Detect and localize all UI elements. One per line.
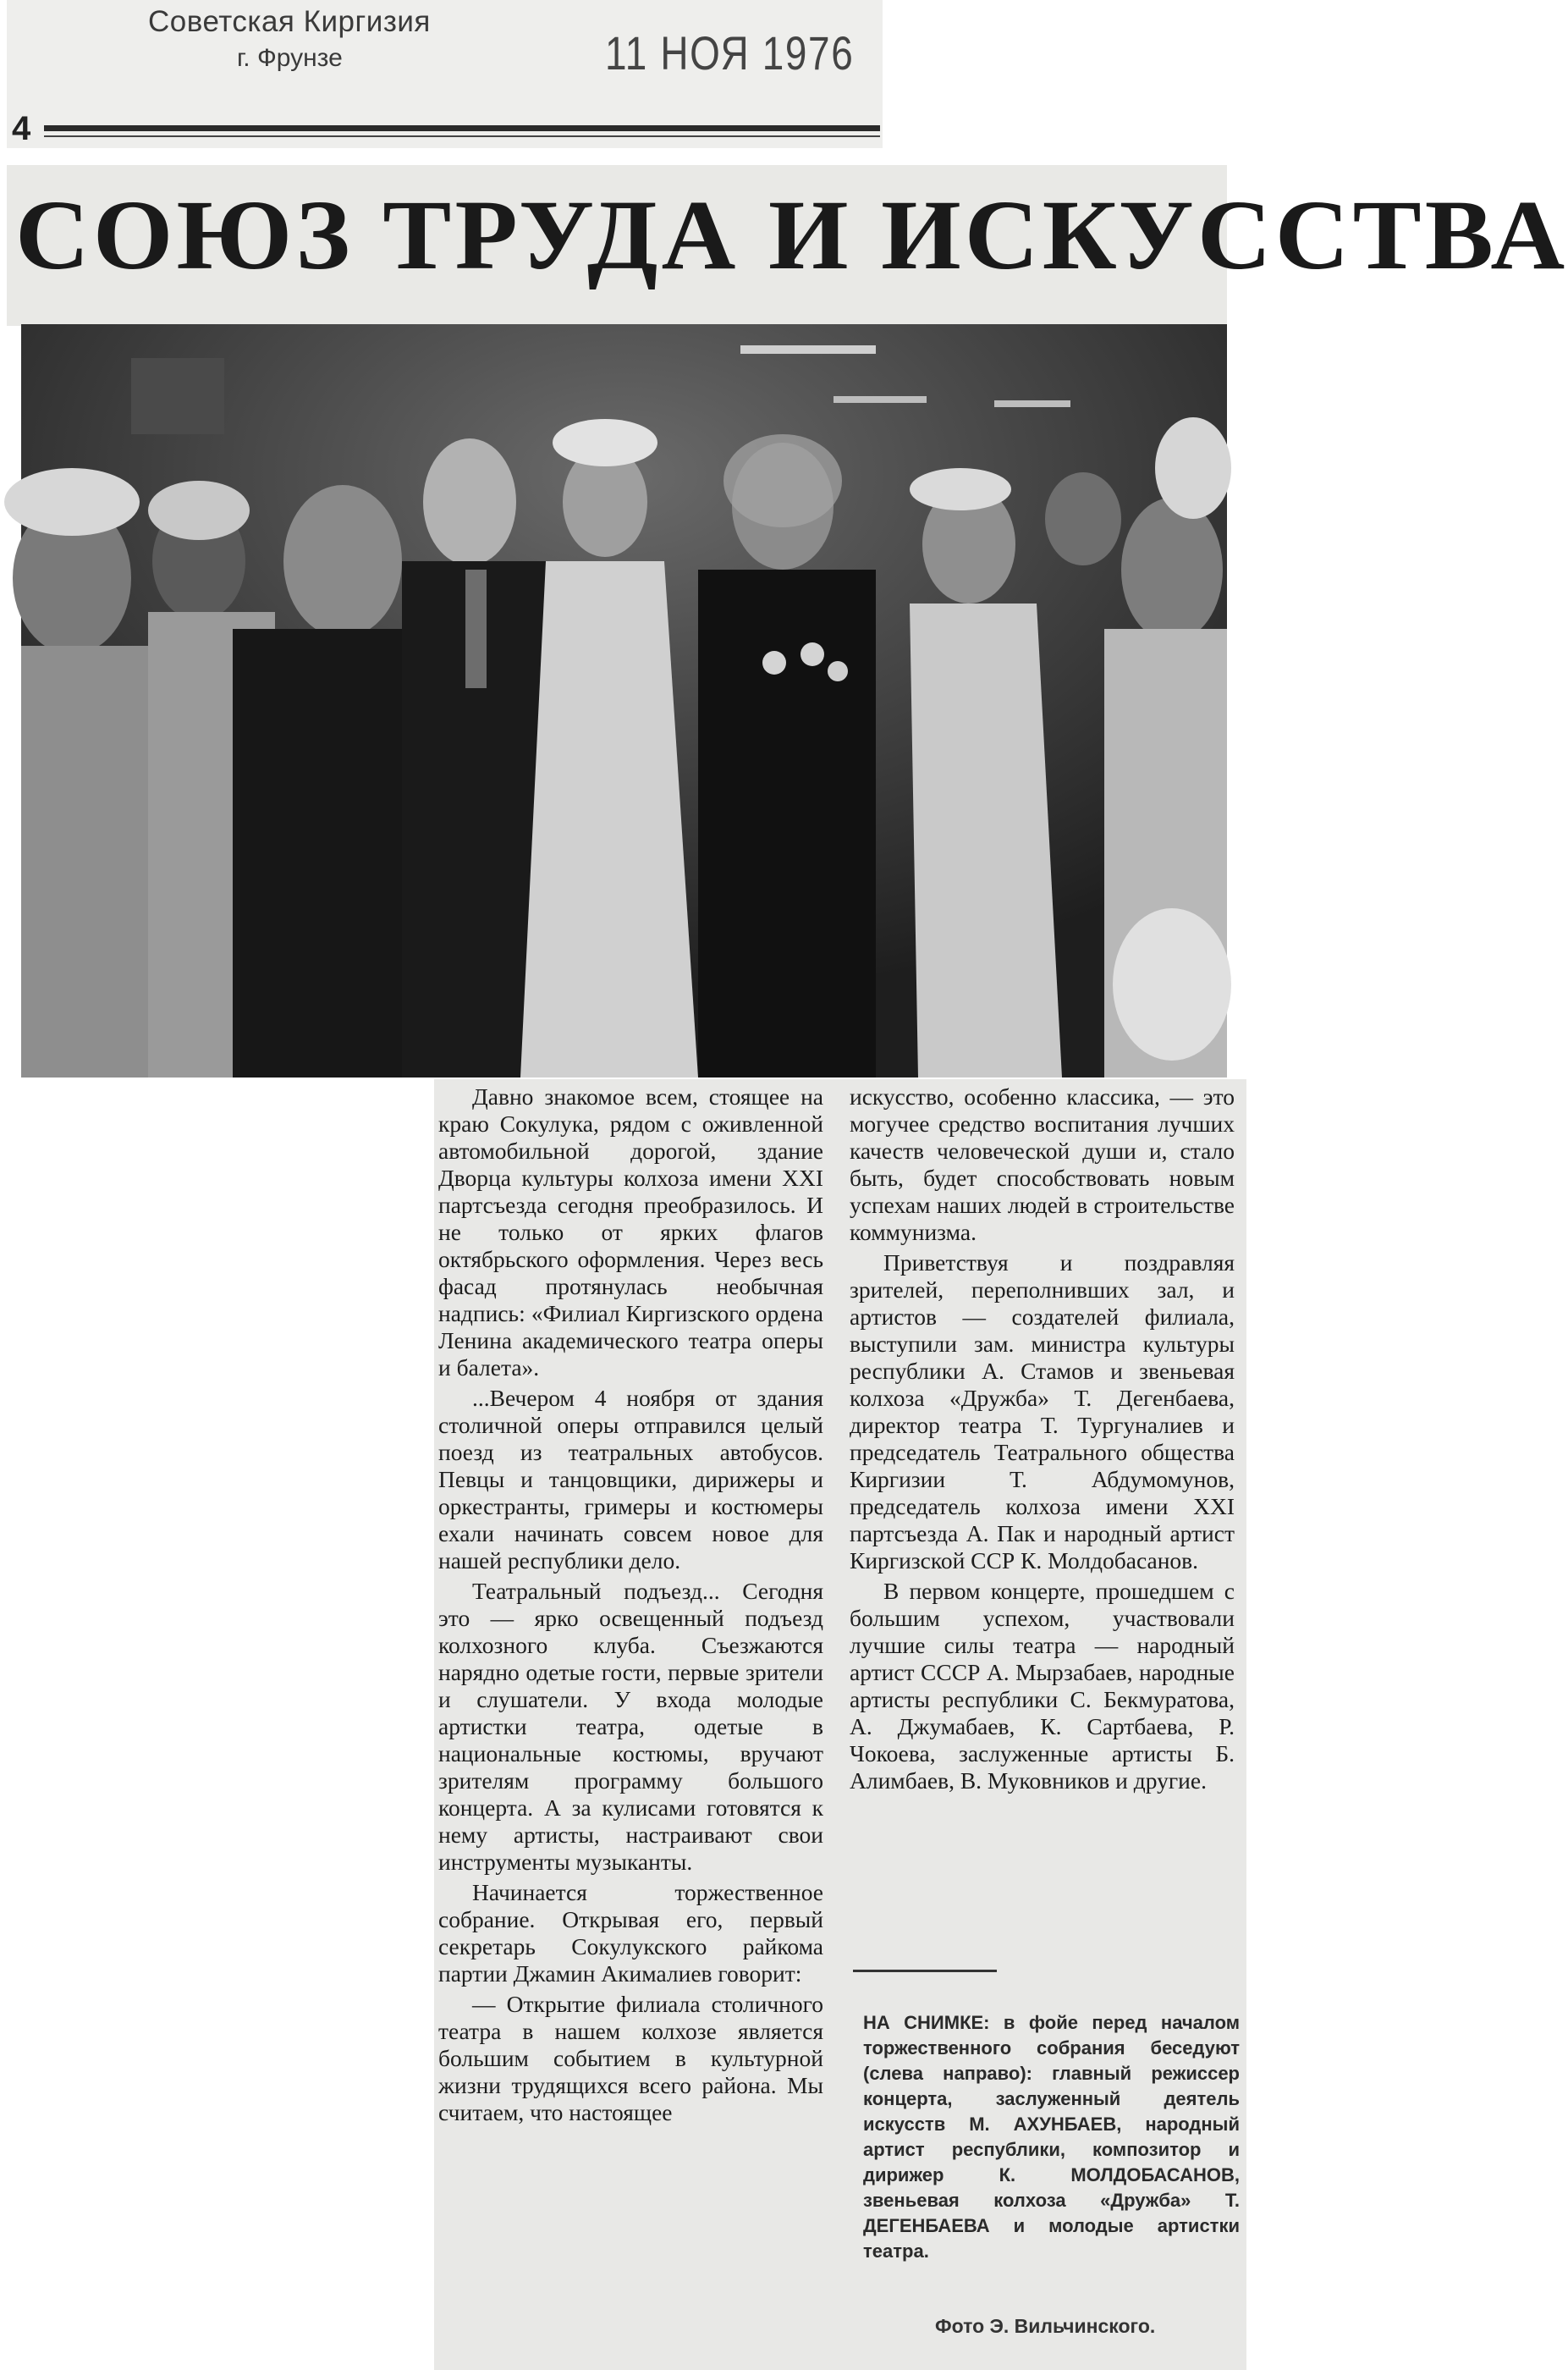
article-headline: СОЮЗ ТРУДА И ИСКУССТВА (15, 179, 1568, 290)
article-paragraph: В первом концерте, прошедшем с большим успехом, участвовали лучшие силы театра — народный артист СССР А. Мырзабаев, народные артисты республики С. Бекмуратова, А. Джумабаев, К. Сартбаева, Р. Чокоева, заслуженные артисты Б. Алимбаев, В. Муковников и другие. (850, 1578, 1235, 1794)
article-paragraph: Театральный подъезд... Сегодня это — ярко освещенный подъезд колхозного клуба. Съезжаются нарядно одетые гости, первые зрители и слушатели. У входа молодые артистки театра, одетые в национальные костюмы, вручают зрителям программу большого концерта. А за кулисами готовятся к нему артисты, настраивают свои инструменты музыканты. (438, 1578, 823, 1875)
page-number: 4 (12, 110, 31, 147)
article-paragraph: Давно знакомое всем, стоящее на краю Сокулука, рядом с оживленной автомобильной дорогой, здание Дворца культуры колхоза имени XXI партсъезда сегодня преобразилось. И не только от ярких флагов октябрьского оформления. Через весь фасад протянулась необычная надпись: «Филиал Киргизского ордена Ленина академического театра оперы и балета». (438, 1083, 823, 1381)
caption-separator (853, 1970, 997, 1972)
date-stamp: 11 НОЯ 1976 (605, 26, 855, 80)
photo-illustration (21, 324, 1227, 1078)
article-paragraph: ...Вечером 4 ноября от здания столичной оперы отправился целый поезд из театральных автобусов. Певцы и танцовщики, дирижеры и оркестранты, гримеры и костюмеры ехали начинать совсем новое для нашей республики дело. (438, 1385, 823, 1574)
newspaper-city: г. Фрунзе (237, 44, 343, 72)
article-paragraph: Начинается торжественное собрание. Открывая его, первый секретарь Сокулукского райкома партии Джамин Акималиев говорит: (438, 1879, 823, 1987)
article-paragraph: Приветствуя и поздравляя зрителей, переполнивших зал, и артистов — создателей филиала, выступили зам. министра культуры республики А. Стамов и звеньевая колхоза «Дружба» Т. Дегенбаева, директор театра Т. Тургуналиев и председатель Театрального общества Киргизии Т. Абдумомунов, председатель колхоза имени XXI партсъезда А. Пак и народный артист Киргизской ССР К. Молдобасанов. (850, 1249, 1235, 1574)
header-rule-thin (44, 135, 880, 137)
photo-credit: Фото Э. Вильчинского. (935, 2315, 1156, 2337)
article-paragraph: — Открытие филиала столичного театра в нашем колхозе является большим событием в культурной жизни трудящихся всего района. Мы считаем, что настоящее (438, 1991, 823, 2125)
newspaper-masthead: Советская Киргизия (148, 5, 431, 38)
photo-caption (863, 2010, 1240, 2264)
news-photo (21, 324, 1227, 1078)
article-paragraph: искусство, особенно классика, — это могучее средство воспитания лучших качеств человеческой души и, стало быть, будет способствовать новым успехам наших людей в строительстве коммунизма. (850, 1083, 1235, 1245)
article-column-right (850, 1083, 1235, 1798)
header-rule-thick (44, 125, 880, 131)
article-column-left (438, 1083, 823, 2130)
caption-text: в фойе перед началом торжественного собрания беседуют (слева направо): главный режиссер концерта, заслуженный деятель искусств М. АХУНБАЕВ, народный артист республики, композитор и дирижер К. МОЛДОБАСАНОВ, звеньевая колхоза «Дружба» Т. ДЕГЕНБАЕВА и молодые артистки театра. (863, 2012, 1240, 2262)
caption-lead: НА СНИМКЕ: (863, 2012, 990, 2033)
